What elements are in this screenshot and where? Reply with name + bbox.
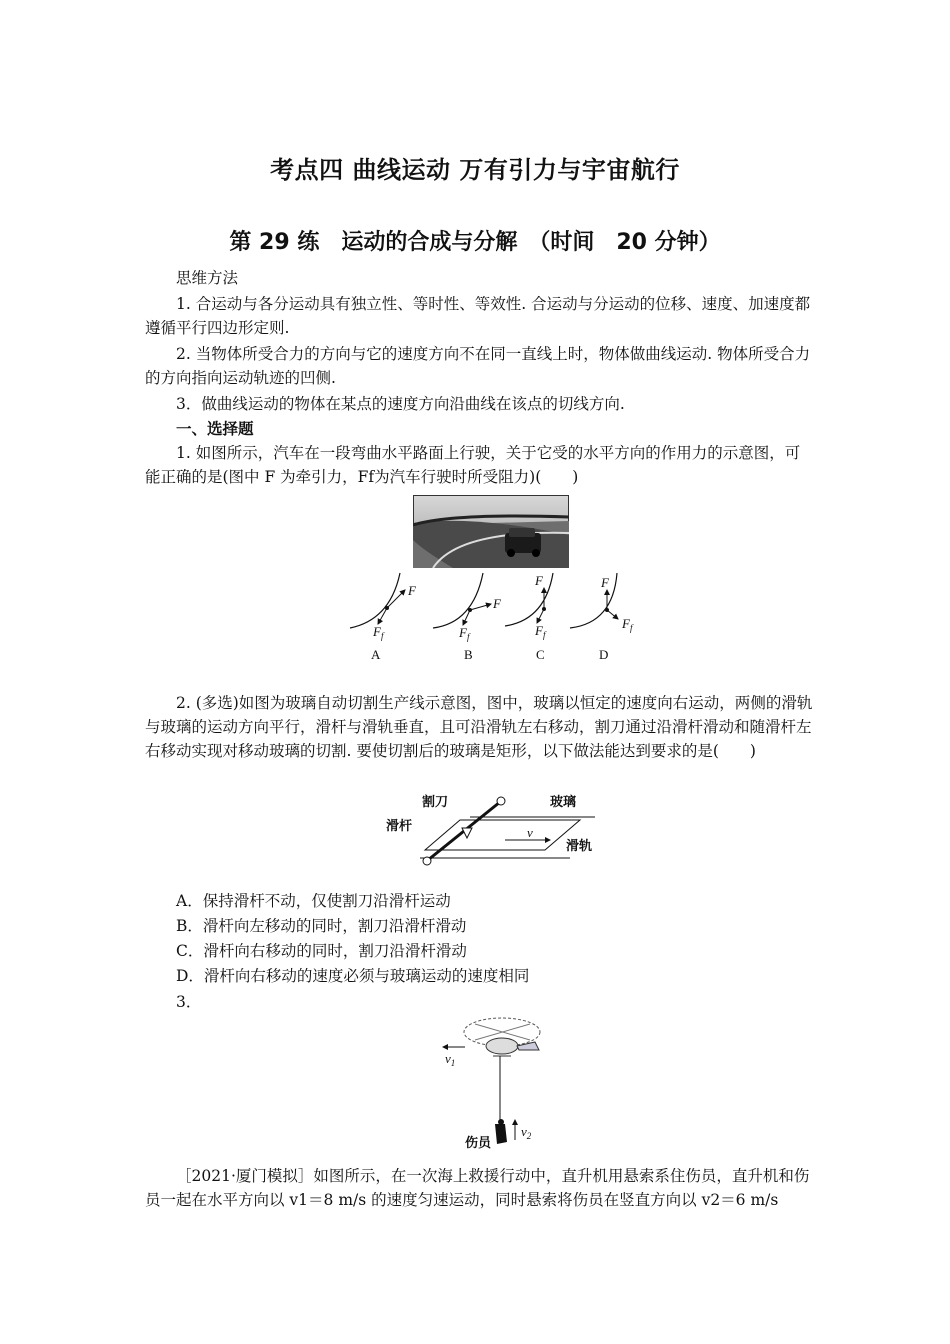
option-a: A．保持滑杆不动，仅使割刀沿滑杆运动 <box>176 892 451 910</box>
label-f-a: F <box>408 583 416 598</box>
v1-label: $v_1$ <box>445 1051 456 1068</box>
question-1-text: 1. 如图所示，汽车在一段弯曲水平路面上行驶，关于它受的水平方向的作用力的示意图，可能正确的是(图中 F 为牵引力，Ff为汽车行驶时所受阻力)( ) <box>145 444 801 486</box>
option-label-c: C <box>536 647 545 662</box>
method-heading: 思维方法 <box>176 269 239 287</box>
label-ff-c: $F_f$ <box>535 623 546 640</box>
v2-label: $v_2$ <box>521 1124 532 1141</box>
label-f-b: F <box>493 596 501 611</box>
option-d: D．滑杆向右移动的速度必须与玻璃运动的速度相同 <box>176 967 530 985</box>
force-diagrams <box>345 568 645 666</box>
glass-cutting-diagram <box>380 790 620 880</box>
rail-label: 滑轨 <box>566 839 593 854</box>
label-ff-a: $F_f$ <box>373 624 384 641</box>
method-item-1: 1. 合运动与各分运动具有独立性、等时性、等效性. 合运动与分运动的位移、速度、加速度都遵循平行四边形定则. <box>145 295 811 337</box>
question-3-number: 3． <box>176 993 202 1011</box>
rod-label: 滑杆 <box>386 819 413 834</box>
diagram-a <box>350 573 417 662</box>
question-3-text: ［2021·厦门模拟］如图所示，在一次海上救援行动中，直升机用悬索系住伤员，直升机和伤员一起在水平方向以 v1＝8 m/s 的速度匀速运动，同时悬索将伤员在竖直方向以 v2＝6 m/s <box>145 1167 810 1209</box>
option-c: C．滑杆向右移动的同时，割刀沿滑杆滑动 <box>176 942 467 960</box>
label-f-d: F <box>601 575 609 590</box>
option-label-d: D <box>599 647 609 662</box>
glass-label: 玻璃 <box>550 795 577 810</box>
method-item-3: 3．做曲线运动的物体在某点的速度方向沿曲线在该点的切线方向. <box>176 395 625 413</box>
label-ff-b: $F_f$ <box>459 625 470 642</box>
person-label: 伤员 <box>465 1136 492 1151</box>
label-f-c: F <box>535 573 543 588</box>
option-b: B．滑杆向左移动的同时，割刀沿滑杆滑动 <box>176 917 467 935</box>
velocity-label: v <box>527 825 533 840</box>
option-label-b: B <box>464 647 473 662</box>
road-car-photo <box>413 495 569 568</box>
knife-label: 割刀 <box>422 795 449 810</box>
diagram-d <box>570 573 634 662</box>
label-ff-d: $F_f$ <box>622 616 633 633</box>
method-item-2: 2. 当物体所受合力的方向与它的速度方向不在同一直线上时，物体做曲线运动. 物体所受合力的方向指向运动轨迹的凹侧. <box>145 345 811 387</box>
diagram-b <box>433 573 502 662</box>
page-title: 考点四 曲线运动 万有引力与宇宙航行 <box>270 156 680 184</box>
question-2-text: 2. (多选)如图为玻璃自动切割生产线示意图，图中，玻璃以恒定的速度向右运动，两侧的滑轨与玻璃的运动方向平行，滑杆与滑轨垂直，且可沿滑轨左右移动，割刀通过沿滑杆滑动和随滑杆左右移动实现对移动玻璃的切割. 要使切割后的玻璃是矩形，以下做法能达到要求的是( ) <box>145 694 813 760</box>
helicopter-diagram <box>435 1012 565 1157</box>
option-label-a: A <box>371 647 381 662</box>
exercise-title: 第 29 练 运动的合成与分解 （时间 20 分钟） <box>229 230 721 255</box>
diagram-c <box>505 573 553 662</box>
section-heading: 一、选择题 <box>176 419 254 438</box>
